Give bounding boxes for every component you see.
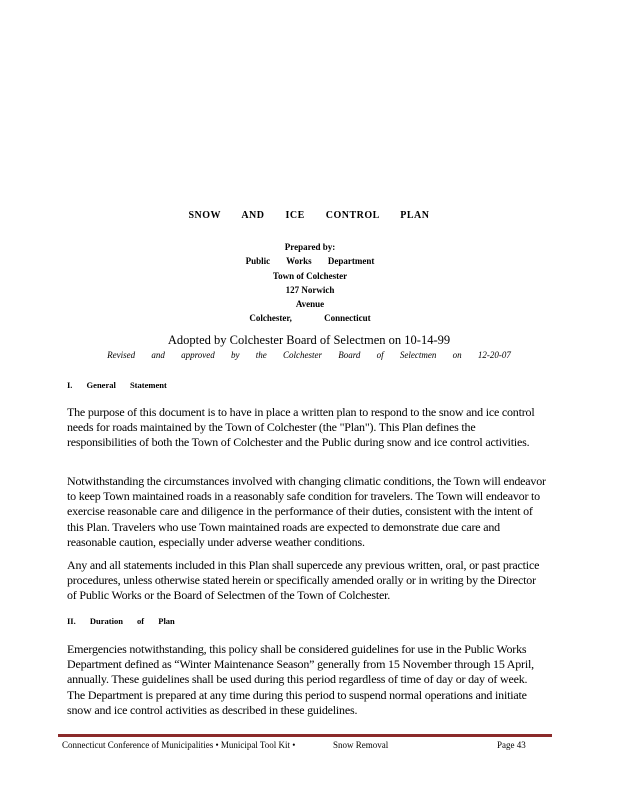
- prepared-by-line: Town of Colchester: [272, 270, 348, 281]
- adopted-line: Adopted by Colchester Board of Selectmen on 10-14-99: [167, 333, 451, 347]
- prepared-by-line: Avenue: [295, 299, 325, 310]
- footer-page-number: Page 43: [497, 740, 526, 750]
- footer-divider: [58, 734, 552, 737]
- document-title: SNOW AND ICE CONTROL PLAN: [188, 210, 430, 221]
- paragraph: Emergencies notwithstanding, this policy shall be considered guidelines for use in the Public Works Department defined as “Winter Maintenance Season” generally from 15 November through 15 April, annually. These guidelines shall be used during this period regardless of time of day or day of week. The Department is prepared at any time during this period to suspend normal operations and initiate snow and ice control activities as described in these guidelines.: [67, 642, 534, 717]
- prepared-by-block: [100, 240, 520, 326]
- paragraph: Notwithstanding the circumstances involved with changing climatic conditions, the Town will endeavor to keep Town maintained roads in a reasonably safe condition for travelers. The Town will endeavor to exercise reasonable care and diligence in the performance of their duties, consistent with the intent of this Plan. Travelers who use Town maintained roads are expected to demonstrate due care and reasonable caution, especially under adverse weather conditions.: [67, 474, 546, 549]
- section-heading-general-statement: I. General Statement: [67, 380, 167, 390]
- paragraph: Any and all statements included in this Plan shall supercede any previous written, oral, or past practice procedures, unless otherwise stated herein or specifically amended orally or in writing by the Director of Public Works or the Board of Selectmen of the Town of Colchester.: [67, 558, 540, 603]
- section-heading-duration-of-plan: II. Duration of Plan: [67, 616, 175, 626]
- footer-source: Connecticut Conference of Municipalities • Municipal Tool Kit •: [62, 740, 296, 750]
- revised-line: Revised and approved by the Colchester Board of Selectmen on 12-20-07: [107, 350, 511, 360]
- prepared-by-line: Colchester, Connecticut: [249, 313, 371, 324]
- footer-section: Snow Removal: [333, 740, 389, 750]
- paragraph: The purpose of this document is to have in place a written plan to respond to the snow and ice control needs for roads maintained by the Town of Colchester (the "Plan"). This Plan defines the responsibilities of both the Town of Colchester and the Public during snow and ice control activities.: [67, 405, 535, 450]
- prepared-by-line: Public Works Department: [245, 256, 375, 267]
- prepared-by-line: Prepared by:: [284, 242, 336, 252]
- prepared-by-line: 127 Norwich: [285, 284, 335, 295]
